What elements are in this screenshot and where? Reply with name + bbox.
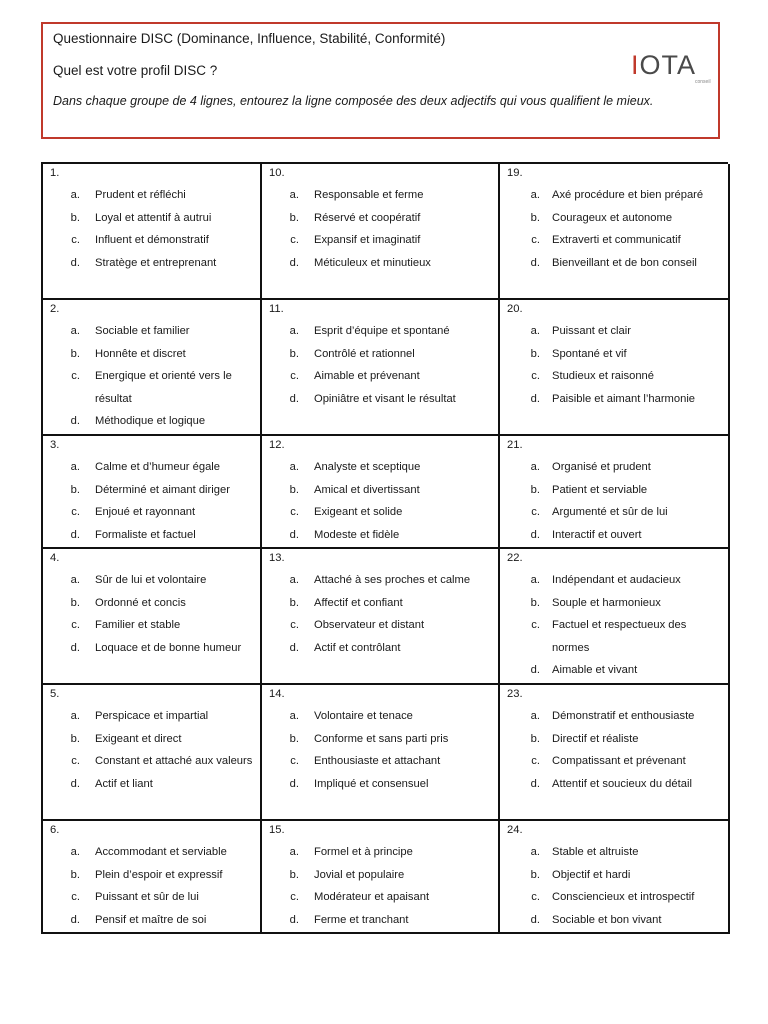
group-number: 15.	[269, 824, 285, 836]
group-number: 3.	[50, 439, 60, 451]
option-text: Prudent et réfléchi	[95, 189, 186, 201]
question-group	[43, 685, 262, 821]
group-number: 6.	[50, 824, 60, 836]
option-item[interactable]	[262, 909, 498, 932]
document-title: Questionnaire DISC (Dominance, Influence, Stabilité, Conformité)	[53, 31, 446, 46]
option-letter: d.	[530, 256, 540, 269]
option-text: Organisé et prudent	[552, 461, 651, 473]
option-list	[43, 320, 260, 433]
group-number: 2.	[50, 303, 60, 315]
option-letter: d.	[530, 392, 540, 405]
option-item[interactable]	[500, 569, 728, 592]
option-letter: b.	[289, 732, 299, 745]
option-text: Exigeant et solide	[314, 506, 403, 518]
option-letter: c.	[290, 506, 299, 518]
option-text: Attentif et soucieux du détail	[552, 777, 692, 790]
option-text: Axé procédure et bien préparé	[552, 189, 704, 201]
option-text: Bienveillant et de bon conseil	[552, 256, 697, 269]
option-letter: a.	[530, 189, 540, 201]
option-list	[43, 184, 260, 274]
option-text: Honnête et discret	[95, 347, 186, 360]
group-number: 20.	[507, 303, 523, 315]
option-item[interactable]	[500, 886, 728, 909]
option-letter: c.	[71, 370, 80, 382]
option-text: Interactif et ouvert	[552, 528, 642, 541]
option-letter: d.	[289, 256, 299, 269]
option-text: Amical et divertissant	[314, 483, 420, 496]
option-text: Méticuleux et minutieux	[314, 256, 431, 269]
option-text: Loyal et attentif à autrui	[95, 211, 212, 224]
option-item[interactable]	[500, 864, 728, 887]
logo-tagline: conseil	[695, 79, 711, 85]
option-list	[43, 705, 260, 795]
option-text: Jovial et populaire	[314, 868, 405, 881]
option-item[interactable]	[500, 343, 728, 366]
option-letter: b.	[289, 483, 299, 496]
question-group	[43, 549, 262, 685]
option-text: Impliqué et consensuel	[314, 777, 429, 790]
option-letter: c.	[71, 234, 80, 246]
option-list	[500, 569, 728, 682]
option-text: Exigeant et direct	[95, 732, 182, 745]
question-group	[500, 821, 730, 934]
option-list	[500, 841, 728, 931]
option-text: Souple et harmonieux	[552, 596, 661, 609]
option-letter: d.	[530, 664, 540, 676]
option-letter: b.	[289, 868, 299, 881]
question-group	[43, 164, 262, 300]
option-letter: c.	[290, 755, 299, 767]
option-text: Volontaire et tenace	[314, 710, 413, 722]
option-letter: d.	[530, 777, 540, 790]
option-text: Compatissant et prévenant	[552, 755, 686, 767]
option-letter: a.	[289, 710, 299, 722]
option-text: Calme et d’humeur égale	[95, 461, 220, 473]
option-text: Modérateur et apaisant	[314, 891, 430, 903]
option-item[interactable]	[43, 592, 260, 615]
option-list	[262, 841, 498, 931]
option-item[interactable]	[262, 614, 498, 637]
option-text: Sociable et bon vivant	[552, 913, 662, 926]
option-text: Consciencieux et introspectif	[552, 891, 695, 903]
option-text: Stable et altruiste	[552, 846, 639, 858]
option-letter: a.	[530, 574, 540, 586]
group-number: 24.	[507, 824, 523, 836]
option-item[interactable]	[262, 637, 498, 660]
option-text: Réservé et coopératif	[314, 211, 421, 224]
option-text: Stratège et entreprenant	[95, 256, 217, 269]
option-letter: d.	[70, 256, 80, 269]
option-item[interactable]	[262, 773, 498, 796]
option-letter: c.	[71, 619, 80, 631]
option-list	[262, 184, 498, 274]
option-item[interactable]	[43, 410, 260, 433]
option-item[interactable]	[43, 524, 260, 547]
option-letter: a.	[70, 846, 80, 858]
option-text: Ordonné et concis	[95, 596, 186, 609]
option-list	[500, 320, 728, 410]
option-text: Factuel et respectueux des normes	[552, 619, 687, 654]
option-text: Objectif et hardi	[552, 868, 631, 881]
option-letter: b.	[70, 596, 80, 609]
option-text: Modeste et fidèle	[314, 528, 400, 541]
option-item[interactable]	[262, 750, 498, 773]
option-text: Enjoué et rayonnant	[95, 506, 196, 518]
option-item[interactable]	[262, 343, 498, 366]
option-text: Studieux et raisonné	[552, 370, 654, 382]
option-item[interactable]	[262, 841, 498, 864]
option-letter: c.	[71, 755, 80, 767]
option-item[interactable]	[262, 456, 498, 479]
option-letter: a.	[70, 574, 80, 586]
option-text: Formel et à principe	[314, 846, 413, 858]
option-letter: a.	[530, 846, 540, 858]
option-item[interactable]	[500, 659, 728, 682]
option-item[interactable]	[500, 841, 728, 864]
question-group	[500, 436, 730, 549]
option-item[interactable]	[262, 705, 498, 728]
option-list	[43, 569, 260, 659]
logo-letter-i: I	[631, 50, 640, 80]
option-item[interactable]	[43, 229, 260, 252]
option-letter: b.	[70, 732, 80, 745]
option-text: Démonstratif et enthousiaste	[552, 710, 695, 722]
group-number: 5.	[50, 688, 60, 700]
logo-letters: OTA	[639, 50, 697, 80]
option-text: Enthousiaste et attachant	[314, 755, 441, 767]
option-letter: c.	[290, 370, 299, 382]
option-letter: d.	[530, 913, 540, 926]
option-item[interactable]	[262, 388, 498, 411]
option-letter: d.	[289, 392, 299, 405]
option-letter: d.	[70, 913, 80, 926]
option-text: Formaliste et factuel	[95, 528, 196, 541]
option-letter: d.	[289, 777, 299, 790]
option-item[interactable]	[43, 841, 260, 864]
option-item[interactable]	[262, 864, 498, 887]
option-letter: b.	[70, 483, 80, 496]
option-item[interactable]	[43, 886, 260, 909]
option-letter: c.	[71, 891, 80, 903]
option-letter: a.	[530, 461, 540, 473]
questionnaire-grid	[41, 162, 728, 934]
option-text: Déterminé et aimant diriger	[95, 483, 230, 496]
option-letter: b.	[70, 868, 80, 881]
option-text: Attaché à ses proches et calme	[314, 574, 471, 586]
option-letter: a.	[289, 574, 299, 586]
option-item[interactable]	[262, 365, 498, 388]
option-item[interactable]	[262, 569, 498, 592]
group-number: 10.	[269, 167, 285, 179]
option-text: Sociable et familier	[95, 325, 190, 337]
option-letter: b.	[530, 732, 540, 745]
question-group	[43, 436, 262, 549]
option-letter: d.	[70, 415, 80, 427]
option-item[interactable]	[43, 365, 260, 410]
option-text: Actif et contrôlant	[314, 641, 401, 654]
option-item[interactable]	[43, 456, 260, 479]
option-letter: a.	[289, 461, 299, 473]
group-number: 12.	[269, 439, 285, 451]
option-text: Patient et serviable	[552, 483, 648, 496]
question-group	[500, 549, 730, 685]
option-letter: a.	[70, 461, 80, 473]
question-group	[500, 300, 730, 436]
option-text: Opiniâtre et visant le résultat	[314, 392, 456, 405]
option-text: Influent et démonstratif	[95, 234, 209, 246]
document-subtitle: Quel est votre profil DISC ?	[53, 63, 218, 78]
question-group	[262, 821, 500, 934]
question-group	[500, 164, 730, 300]
option-text: Analyste et sceptique	[314, 461, 421, 473]
question-group	[500, 685, 730, 821]
question-group	[262, 164, 500, 300]
option-text: Accommodant et serviable	[95, 846, 227, 858]
option-letter: a.	[70, 189, 80, 201]
option-letter: c.	[531, 506, 540, 518]
option-item[interactable]	[500, 388, 728, 411]
option-letter: d.	[289, 913, 299, 926]
option-item[interactable]	[43, 750, 260, 773]
option-item[interactable]	[43, 320, 260, 343]
header-box	[41, 22, 720, 139]
option-item[interactable]	[262, 886, 498, 909]
question-group	[262, 300, 500, 436]
instruction-text: Dans chaque groupe de 4 lignes, entourez la ligne composée des deux adjectifs qui vous qualifient le mieux.	[53, 94, 654, 108]
option-list	[43, 456, 260, 546]
option-item[interactable]	[500, 229, 728, 252]
option-text: Spontané et vif	[552, 347, 627, 360]
option-item[interactable]	[262, 524, 498, 547]
group-number: 21.	[507, 439, 523, 451]
option-letter: b.	[289, 211, 299, 224]
option-letter: c.	[290, 619, 299, 631]
option-text: Courageux et autonome	[552, 211, 673, 224]
group-number: 13.	[269, 552, 285, 564]
option-text: Esprit d’équipe et spontané	[314, 325, 450, 337]
option-letter: d.	[70, 777, 80, 790]
option-item[interactable]	[500, 705, 728, 728]
option-item[interactable]	[500, 252, 728, 275]
option-item[interactable]	[43, 184, 260, 207]
option-item[interactable]	[43, 705, 260, 728]
option-text: Responsable et ferme	[314, 189, 424, 201]
option-letter: a.	[530, 710, 540, 722]
group-number: 14.	[269, 688, 285, 700]
group-number: 4.	[50, 552, 60, 564]
group-number: 22.	[507, 552, 523, 564]
option-item[interactable]	[262, 501, 498, 524]
option-item[interactable]	[262, 207, 498, 230]
option-text: Expansif et imaginatif	[314, 234, 421, 246]
option-text: Loquace et de bonne humeur	[95, 641, 242, 654]
option-letter: b.	[530, 211, 540, 224]
question-group	[43, 821, 262, 934]
option-text: Paisible et aimant l’harmonie	[552, 392, 696, 405]
option-list	[262, 705, 498, 795]
option-item[interactable]	[500, 207, 728, 230]
option-item[interactable]	[500, 456, 728, 479]
option-letter: c.	[531, 891, 540, 903]
option-item[interactable]	[43, 614, 260, 637]
group-number: 11.	[269, 303, 284, 315]
option-item[interactable]	[43, 501, 260, 524]
option-text: Ferme et tranchant	[314, 913, 409, 926]
option-item[interactable]	[500, 479, 728, 502]
option-item[interactable]	[262, 320, 498, 343]
option-text: Plein d’espoir et expressif	[95, 868, 223, 881]
option-text: Indépendant et audacieux	[552, 574, 681, 586]
option-text: Puissant et clair	[552, 325, 631, 337]
option-item[interactable]	[43, 252, 260, 275]
option-letter: d.	[289, 641, 299, 654]
option-letter: a.	[289, 846, 299, 858]
option-text: Sûr de lui et volontaire	[95, 574, 207, 586]
option-text: Familier et stable	[95, 619, 181, 631]
option-text: Actif et liant	[95, 777, 153, 790]
option-letter: a.	[289, 189, 299, 201]
option-item[interactable]	[500, 320, 728, 343]
option-letter: a.	[70, 325, 80, 337]
option-list	[262, 320, 498, 410]
option-text: Puissant et sûr de lui	[95, 891, 199, 903]
option-letter: b.	[530, 347, 540, 360]
option-item[interactable]	[262, 728, 498, 751]
option-letter: c.	[290, 891, 299, 903]
group-number: 19.	[507, 167, 523, 179]
option-item[interactable]	[500, 728, 728, 751]
option-text: Contrôlé et rationnel	[314, 347, 415, 360]
option-text: Observateur et distant	[314, 619, 425, 631]
option-letter: b.	[70, 347, 80, 360]
option-letter: d.	[530, 528, 540, 541]
option-text: Pensif et maître de soi	[95, 913, 207, 926]
option-text: Constant et attaché aux valeurs	[95, 755, 253, 767]
option-item[interactable]	[43, 773, 260, 796]
option-text: Directif et réaliste	[552, 732, 639, 745]
option-letter: c.	[71, 506, 80, 518]
option-letter: d.	[289, 528, 299, 541]
option-list	[262, 569, 498, 659]
option-letter: a.	[530, 325, 540, 337]
option-text: Méthodique et logique	[95, 415, 206, 427]
option-item[interactable]	[500, 524, 728, 547]
option-letter: b.	[289, 347, 299, 360]
question-group	[262, 685, 500, 821]
option-letter: c.	[531, 234, 540, 246]
question-group	[262, 549, 500, 685]
question-group	[262, 436, 500, 549]
option-text: Energique et orienté vers le résultat	[95, 370, 232, 405]
option-item[interactable]	[500, 614, 728, 659]
option-item[interactable]	[43, 909, 260, 932]
group-number: 23.	[507, 688, 523, 700]
option-text: Perspicace et impartial	[95, 710, 209, 722]
option-letter: b.	[530, 483, 540, 496]
group-number: 1.	[50, 167, 60, 179]
option-item[interactable]	[262, 479, 498, 502]
option-letter: d.	[70, 528, 80, 541]
option-letter: b.	[530, 596, 540, 609]
option-item[interactable]	[43, 569, 260, 592]
option-item[interactable]	[43, 207, 260, 230]
option-item[interactable]	[43, 637, 260, 660]
option-item[interactable]	[500, 909, 728, 932]
option-text: Argumenté et sûr de lui	[552, 506, 668, 518]
option-text: Aimable et prévenant	[314, 370, 420, 382]
option-text: Affectif et confiant	[314, 596, 403, 609]
option-letter: a.	[289, 325, 299, 337]
option-item[interactable]	[262, 252, 498, 275]
option-item[interactable]	[43, 343, 260, 366]
option-item[interactable]	[262, 184, 498, 207]
option-letter: b.	[289, 596, 299, 609]
option-list	[43, 841, 260, 931]
option-letter: c.	[290, 234, 299, 246]
option-letter: a.	[70, 710, 80, 722]
iota-logo	[631, 52, 711, 88]
option-text: Aimable et vivant	[552, 664, 638, 676]
option-item[interactable]	[500, 365, 728, 388]
option-item[interactable]	[262, 229, 498, 252]
option-letter: c.	[531, 370, 540, 382]
option-letter: b.	[70, 211, 80, 224]
option-list	[500, 456, 728, 546]
question-group	[43, 300, 262, 436]
option-list	[262, 456, 498, 546]
option-item[interactable]	[43, 864, 260, 887]
option-item[interactable]	[500, 592, 728, 615]
option-item[interactable]	[500, 773, 728, 796]
option-list	[500, 705, 728, 795]
option-letter: d.	[70, 641, 80, 654]
option-item[interactable]	[262, 592, 498, 615]
option-letter: b.	[530, 868, 540, 881]
option-text: Extraverti et communicatif	[552, 234, 681, 246]
option-list	[500, 184, 728, 274]
option-letter: c.	[531, 755, 540, 767]
option-item[interactable]	[43, 479, 260, 502]
option-item[interactable]	[500, 501, 728, 524]
option-text: Conforme et sans parti pris	[314, 732, 449, 745]
option-letter: c.	[531, 619, 540, 631]
option-item[interactable]	[500, 184, 728, 207]
option-item[interactable]	[500, 750, 728, 773]
option-item[interactable]	[43, 728, 260, 751]
